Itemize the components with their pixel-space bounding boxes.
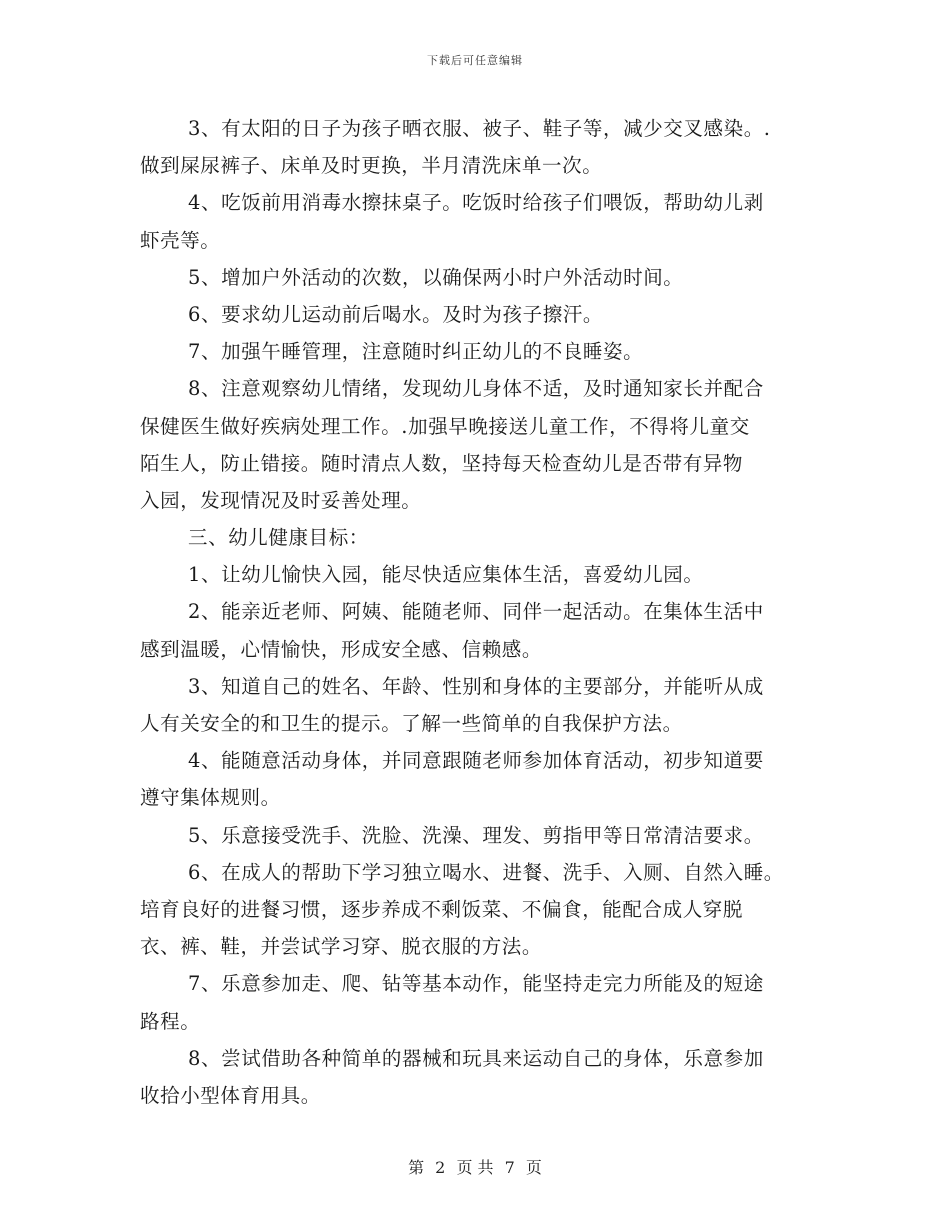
text-line: 6、要求幼儿运动前后喝水。及时为孩子擦汗。	[188, 302, 604, 326]
text-line: 7、加强午睡管理，注意随时纠正幼儿的不良睡姿。	[188, 340, 644, 364]
text-line: 6、在成人的帮助下学习独立喝水、进餐、洗手、入厕、自然入睡。	[188, 860, 784, 884]
text-line: 5、乐意接受洗手、洗脸、洗澡、理发、剪指甲等日常清洁要求。	[188, 823, 764, 847]
text-line: 遵守集体规则。	[140, 786, 281, 810]
text-line: 培育良好的进餐习惯，逐步养成不剩饭菜、不偏食，能配合成人穿脱	[140, 897, 744, 921]
text-line: 做到屎尿裤子、床单及时更换，半月清洗床单一次。	[140, 154, 603, 178]
text-line: 3、有太阳的日子为孩子晒衣服、被子、鞋子等，减少交叉感染。.	[188, 117, 771, 140]
footer-page-number: 2	[435, 1158, 446, 1177]
text-line: 感到温暖，心情愉快，形成安全感、信赖感。	[140, 637, 543, 661]
text-line: 陌生人，防止错接。随时清点人数，坚持每天检查幼儿是否带有异物	[140, 451, 744, 475]
page-header: 下载后可任意编辑	[427, 54, 523, 67]
text-line: 7、乐意参加走、爬、钻等基本动作，能坚持走完力所能及的短途	[188, 972, 764, 996]
text-line: 8、注意观察幼儿情绪，发现幼儿身体不适，及时通知家长并配合	[188, 377, 764, 401]
text-line: 4、吃饭前用消毒水擦抹桌子。吃饭时给孩子们喂饭，帮助幼儿剥	[188, 191, 764, 215]
page-footer	[0, 1155, 950, 1178]
footer-mid: 页 共	[456, 1158, 494, 1177]
text-line: 路程。	[140, 1009, 201, 1033]
footer-total-pages: 7	[504, 1158, 515, 1177]
text-line: 1、让幼儿愉快入园，能尽快适应集体生活，喜爱幼儿园。	[188, 563, 704, 587]
text-line: 虾壳等。	[140, 228, 221, 252]
text-line: 8、尝试借助各种简单的器械和玩具来运动自己的身体，乐意参加	[188, 1046, 764, 1070]
text-line: 三、幼儿健康目标：	[188, 526, 369, 550]
text-line: 入园，发现情况及时妥善处理。	[140, 488, 422, 512]
text-line: 收拾小型体育用具。	[140, 1083, 321, 1107]
text-line: 人有关安全的和卫生的提示。了解一些简单的自我保护方法。	[140, 712, 683, 735]
text-line: 保健医生做好疾病处理工作。.加强早晚接送儿童工作，不得将儿童交	[140, 414, 750, 438]
text-line: 4、能随意活动身体，并同意跟随老师参加体育活动，初步知道要	[188, 749, 764, 773]
text-line: 衣、裤、鞋，并尝试学习穿、脱衣服的方法。	[140, 935, 543, 959]
text-line: 2、能亲近老师、阿姨、能随老师、同伴一起活动。在集体生活中	[188, 600, 764, 624]
footer-prefix: 第	[408, 1158, 425, 1177]
document-body	[140, 110, 830, 1114]
text-line: 3、知道自己的姓名、年龄、性别和身体的主要部分，并能听从成	[188, 674, 764, 698]
footer-suffix: 页	[525, 1158, 542, 1177]
text-line: 5、增加户外活动的次数，以确保两小时户外活动时间。	[188, 265, 684, 289]
